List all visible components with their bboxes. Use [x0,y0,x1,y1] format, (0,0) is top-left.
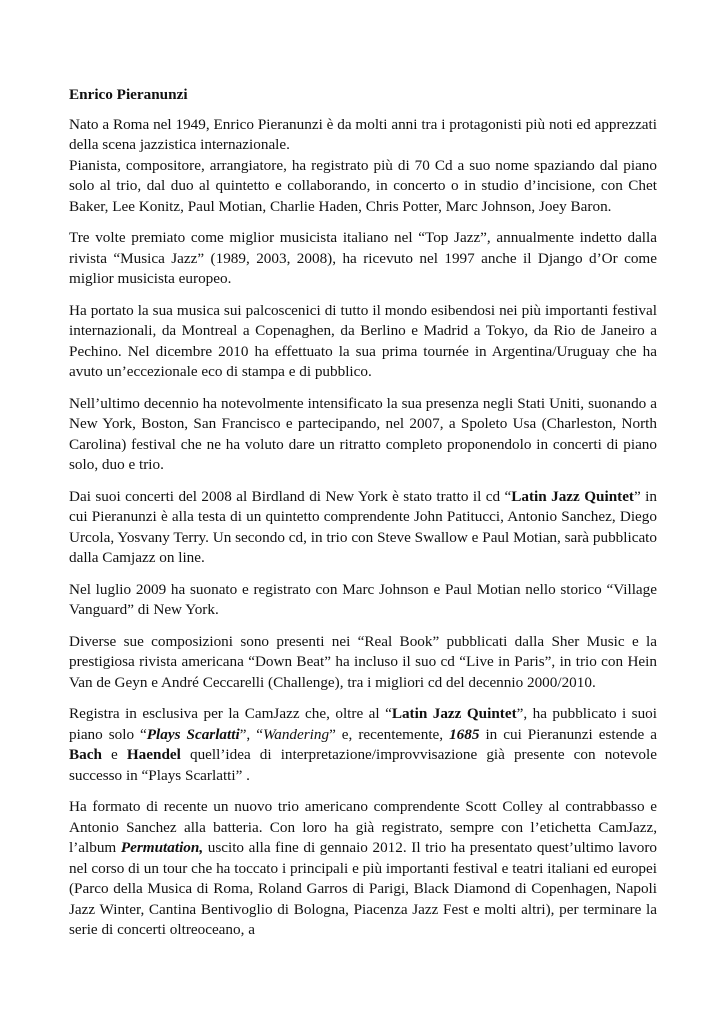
paragraph-birdland-concerts [69,487,657,569]
paragraph-text: in cui Pieranunzi estende a [479,725,657,743]
paragraph-text: quell’idea di interpretazione/improvvisazione già presente con notevole successo in “Plays Scarlatti” . [69,746,657,784]
document-title: Enrico Pieranunzi [69,86,188,103]
paragraph-text: ”, “ [239,725,263,743]
paragraph-compositions: Diverse sue composizioni sono presenti nei “Real Book” pubblicati dalla Sher Music e la prestigiosa rivista americana “Down Beat” ha incluso il suo cd “Live in Paris”, in trio con Hein Van de Geyn e André Ceccarelli (Challenge), tra i migliori cd del decennio 2000/2010. [69,632,657,691]
paragraph-text: uscito alla fine di gennaio 2012. Il trio ha presentato quest’ultimo lavoro nel corso di un tour che ha toccato i principali e più importanti festival e teatri italiani ed europei (Parco della Musica di Roma, Roland Garros di Parigi, Black Diamond di Copenhagen, Napoli Jazz Winter, Cantina Bentivoglio di Bologna, Piacenza Jazz Fest e molti altri), per terminare la serie di concerti oltreoceano, a [69,839,657,938]
paragraph-american-trio [69,797,657,941]
paragraph-text: ” in cui Pieranunzi è alla testa di un quintetto comprendente John Patitucci, Antonio Sanchez, Diego Urcola, Yosvany Terry. Un secondo cd, in trio con Steve Swallow e Paul Motian, sarà pubblicato dalla Camjazz on line. [69,487,657,566]
composer-name: Bach [69,746,102,763]
paragraph-awards: Tre volte premiato come miglior musicista italiano nel “Top Jazz”, annualmente indetto dalla rivista “Musica Jazz” (1989, 2003, 2008), ha ricevuto nel 1997 anche il Django d’Or come miglior musicista europeo. [69,229,657,287]
paragraph-text: e [101,746,127,763]
paragraph-international-tours: Ha portato la sua musica sui palcoscenici di tutto il mondo esibendosi nei più importanti festival internazionali, da Montreal a Copenaghen, da Berlino e Madrid a Tokyo, da Rio de Janeiro a Pechino. Nel dicembre 2010 ha effettuato la sua prima tournée in Argentina/Uruguay che ha avuto un’eccezionale eco di stampa e di pubblico. [69,301,657,380]
paragraph-biography-intro [69,115,657,218]
album-title: Latin Jazz Quintet [511,487,634,505]
paragraph-text: Ha formato di recente un nuovo trio americano comprendente Scott Colley al contrabbasso e Antonio Sanchez alla batteria. Con loro ha già registrato, sempre con l’etichetta CamJazz, l’album [69,798,657,856]
paragraph-text: Dai suoi concerti del 2008 al Birdland di New York è stato tratto il cd “ [69,487,512,505]
album-title: Plays Scarlatti [146,725,240,743]
paragraph-united-states: Nell’ultimo decennio ha notevolmente intensificato la sua presenza negli Stati Uniti, suonando a New York, Boston, San Francisco e partecipando, nel 2007, a Spoleto Usa (Charleston, North Carolina) festival che ne ha voluto dare un ritratto completo proponendolo in concerti di piano solo, duo e trio. [69,394,657,473]
paragraph-village-vanguard: Nel luglio 2009 ha suonato e registrato con Marc Johnson e Paul Motian nello storico “Village Vanguard” di New York. [69,580,657,618]
album-title: Wandering [262,725,330,743]
album-title: 1685 [449,725,480,743]
paragraph-text: ” e, recentemente, [329,725,450,743]
album-title: Permutation, [120,839,204,856]
paragraph-text: ”, ha pubblicato i suoi piano solo “ [69,705,657,743]
album-title: Latin Jazz Quintet [391,705,517,722]
paragraph-camjazz-releases [69,704,657,786]
paragraph-text: Nato a Roma nel 1949, Enrico Pieranunzi è da molti anni tra i protagonisti più noti ed apprezzati della scena jazzistica internazionale. [69,115,657,153]
composer-name: Haendel [126,746,181,763]
paragraph-text: Pianista, compositore, arrangiatore, ha registrato più di 70 Cd a suo nome spaziando dal piano solo al trio, dal duo al quintetto e collaborando, in concerto o in studio d’incisione, con Chet Baker, Lee Konitz, Paul Motian, Charlie Haden, Chris Potter, Marc Johnson, Joey Baron. [69,156,657,215]
document-page [69,85,657,952]
paragraph-text: Registra in esclusiva per la CamJazz che, oltre al “ [69,705,392,722]
